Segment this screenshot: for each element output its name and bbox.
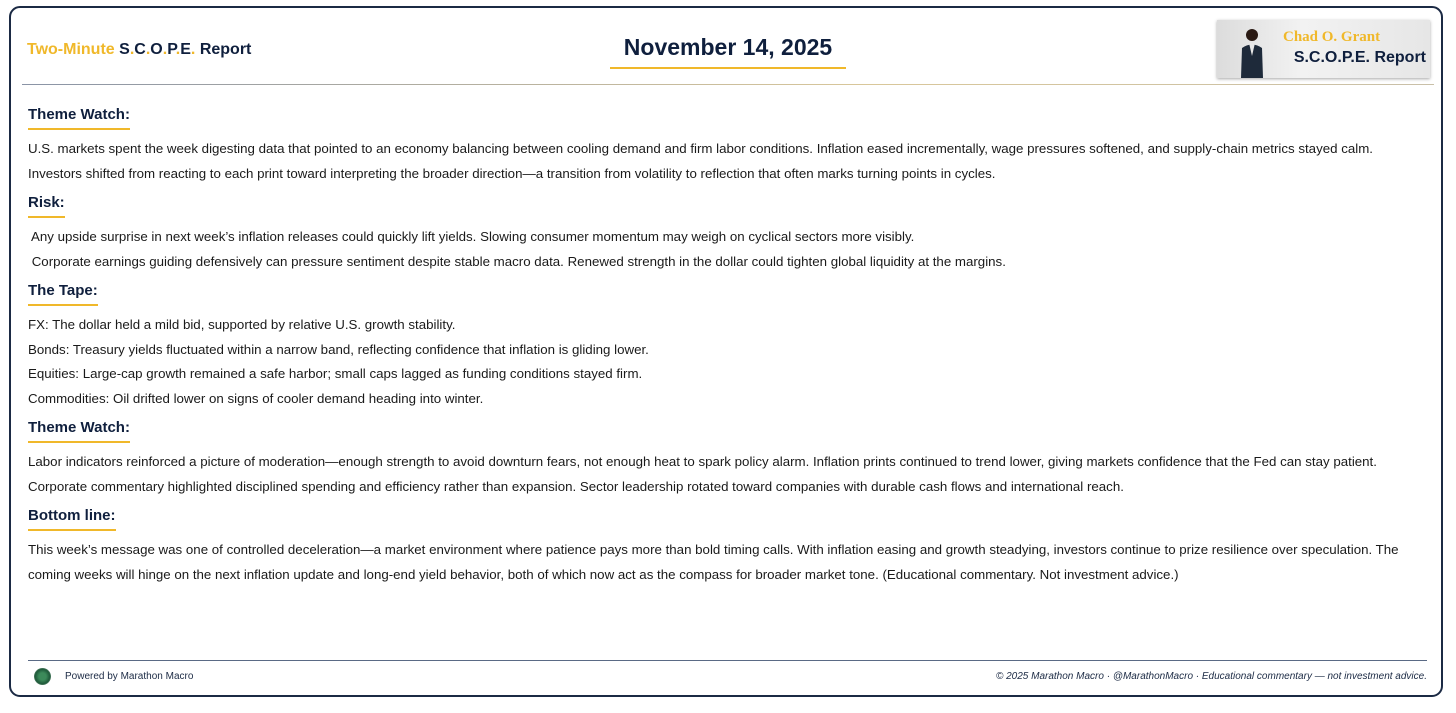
section-heading: Theme Watch: (28, 419, 130, 443)
section-theme-watch (28, 106, 1420, 186)
section-bottom-line (28, 507, 1420, 587)
author-logo (1217, 20, 1430, 78)
section-text: This week’s message was one of controlled deceleration—a market environment where patience pays more than bold timing calls. With inflation easing and growth steadying, investors continue to prize resilience over speculation. The coming weeks will hinge on the next inflation update and long-end yield behavior, both of which now act as the compass for broader market tone. (Educational commentary. Not investment advice.) (28, 542, 1399, 582)
logo-report-title: S.C.O.P.E. Report (1293, 49, 1426, 66)
section-heading: Bottom line: (28, 507, 116, 531)
report-date: November 14, 2025 (610, 34, 846, 69)
section-heading: Theme Watch: (28, 106, 130, 130)
brand-suffix: Report (199, 41, 252, 58)
section-heading: Risk: (28, 194, 65, 218)
tape-equities: Equities: Large-cap growth remained a safe harbor; small caps lagged as funding conditions stayed firm. (28, 366, 643, 381)
tape-commodities: Commodities: Oil drifted lower on signs of cooler demand heading into winter. (28, 390, 484, 406)
report-content (28, 106, 1420, 595)
tape-bonds: Bonds: Treasury yields fluctuated within a narrow band, reflecting confidence that inflation is gliding lower. (28, 341, 649, 357)
brand-title (27, 41, 251, 59)
section-heading: The Tape: (28, 282, 98, 306)
section-text: Corporate earnings guiding defensively can pressure sentiment despite stable macro data. Renewed strength in the dollar could tighten global liquidity at the margins. (28, 253, 1006, 269)
copyright-text: © 2025 Marathon Macro · @MarathonMacro · Educational commentary — not investment advice. (995, 671, 1427, 682)
section-text: Any upside surprise in next week’s inflation releases could quickly lift yields. Slowing consumer momentum may weigh on cyclical sectors more visibly. (28, 229, 915, 244)
marathon-macro-logo-icon (34, 668, 51, 685)
brand-prefix: Two-Minute (27, 41, 115, 58)
header-divider (22, 84, 1434, 85)
section-the-tape (28, 282, 1420, 411)
section-theme-watch-2 (28, 419, 1420, 499)
section-text: U.S. markets spent the week digesting data that pointed to an economy balancing between cooling demand and firm labor conditions. Inflation eased incrementally, wage pressures softened, and supply-chain metrics stayed calm. Investors shifted from reacting to each print toward interpreting the broader direction—a transition from volatility to reflection that often marks turning points in cycles. (28, 141, 1373, 181)
section-text: Labor indicators reinforced a picture of moderation—enough strength to avoid downturn fears, not enough heat to spark policy alarm. Inflation prints continued to trend lower, giving markets confidence that the Fed can stay patient. Corporate commentary highlighted disciplined spending and efficiency rather than expansion. Sector leadership rotated toward companies with durable cash flows and international reach. (28, 454, 1377, 494)
footer-divider (28, 660, 1427, 661)
logo-author-name: Chad O. Grant (1283, 29, 1381, 45)
section-risk (28, 194, 1420, 274)
powered-by-text: Powered by Marathon Macro (65, 671, 194, 682)
brand-acronym: S.C.O.P.E. (119, 41, 196, 58)
tape-fx: FX: The dollar held a mild bid, supported by relative U.S. growth stability. (28, 317, 456, 332)
